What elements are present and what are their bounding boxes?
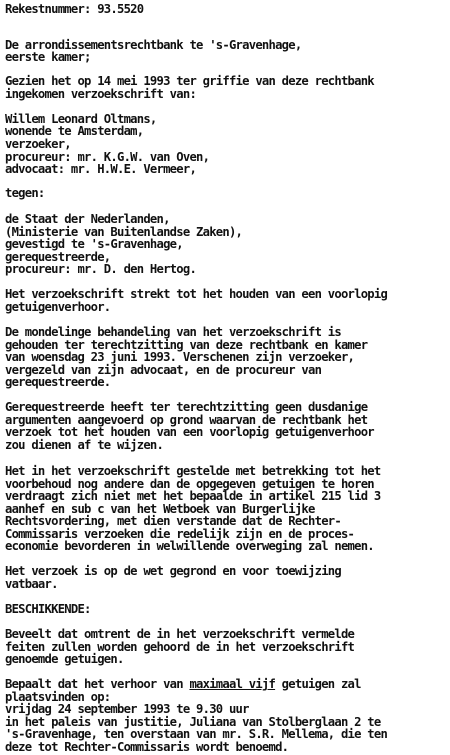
paragraph-line: Het verzoekschrift strekt tot het houden van een voorlopig xyxy=(5,287,388,302)
underlined-text: maximaal vijf xyxy=(189,677,276,692)
paragraph-line: vergezeld van zijn advocaat, en de procureur van xyxy=(5,362,322,377)
court-chamber-line: eerste kamer; xyxy=(5,50,91,65)
against-label: tegen: xyxy=(5,186,45,201)
intro-line: Gezien het op 14 mei 1993 ter griffie van deze rechtbank xyxy=(5,74,374,89)
text-segment: getuigen zal xyxy=(275,677,361,692)
paragraph-line: vrijdag 24 september 1993 te 9.30 uur xyxy=(5,702,249,717)
paragraph-line: argumenten aangevoerd op grond waarvan de rechtbank het xyxy=(5,412,368,427)
respondent-line: procureur: mr. D. den Hertog. xyxy=(5,262,197,277)
paragraph-line: in het paleis van justitie, Juliana van Stolberglaan 2 te xyxy=(5,714,381,729)
paragraph-line: verzoek tot het houden van een voorlopig getuigenverhoor xyxy=(5,425,374,440)
respondent-line: (Ministerie van Buitenlandse Zaken), xyxy=(5,224,243,239)
paragraph-line: De mondelinge behandeling van het verzoekschrift is xyxy=(5,325,341,340)
paragraph-line: verdraagt zich niet met het bepaalde in artikel 215 lid 3 xyxy=(5,489,381,504)
paragraph-line: van woensdag 23 juni 1993. Verschenen zijn verzoeker, xyxy=(5,350,355,365)
paragraph-line: deze tot Rechter-Commissaris wordt benoemd. xyxy=(5,740,289,754)
paragraph-line: Commissaris verzoeken die redelijk zijn en de proces- xyxy=(5,526,355,541)
paragraph-line: voorbehoud nog andere dan de opgegeven getuigen te horen xyxy=(5,476,374,491)
paragraph-line: economie bevorderen in welwillende overweging zal nemen. xyxy=(5,539,374,554)
case-number: Rekestnummer: 93.5520 xyxy=(5,1,144,16)
text-segment: Bepaalt dat het verhoor van xyxy=(5,677,190,692)
paragraph-line: getuigenverhoor. xyxy=(5,300,111,315)
paragraph-line: Beveelt dat omtrent de in het verzoekschrift vermelde xyxy=(5,627,355,642)
paragraph-line: zou dienen af te wijzen. xyxy=(5,438,164,452)
paragraph-line: vatbaar. xyxy=(5,576,58,591)
petitioner-line: Willem Leonard Oltmans, xyxy=(5,111,157,126)
paragraph-line: 's-Gravenhage, ten overstaan van mr. S.R. Mellema, die ten xyxy=(5,727,388,742)
decision-heading: BESCHIKKENDE: xyxy=(5,602,91,617)
intro-line: ingekomen verzoekschrift van: xyxy=(5,86,197,101)
respondent-line: gerequestreerde, xyxy=(5,249,111,264)
paragraph-line: aanhef en sub c van het Wetboek van Burgerlijke xyxy=(5,501,315,516)
paragraph-line: Rechtsvordering, met dien verstande dat de Rechter- xyxy=(5,514,341,529)
paragraph-line: feiten zullen worden gehoord de in het verzoekschrift xyxy=(5,639,355,654)
petitioner-line: wonende te Amsterdam, xyxy=(5,124,144,139)
paragraph-line: Gerequestreerde heeft ter terechtzitting geen dusdanige xyxy=(5,400,368,415)
respondent-line: gevestigd te 's-Gravenhage, xyxy=(5,237,183,252)
paragraph-line: plaatsvinden op: xyxy=(5,689,111,704)
paragraph-line: Het in het verzoekschrift gestelde met betrekking tot het xyxy=(5,464,381,479)
petitioner-line: advocaat: mr. H.W.E. Vermeer, xyxy=(5,162,197,177)
petitioner-line: verzoeker, xyxy=(5,136,71,151)
paragraph-line: Het verzoek is op de wet gegrond en voor toewijzing xyxy=(5,564,341,579)
paragraph-line: gerequestreerde. xyxy=(5,375,111,390)
paragraph-line: gehouden ter terechtzitting van deze rechtbank en kamer xyxy=(5,337,368,352)
petitioner-line: procureur: mr. K.G.W. van Oven, xyxy=(5,149,210,164)
court-name-line: De arrondissementsrechtbank te 's-Gravenhage, xyxy=(5,37,302,52)
paragraph-line: genoemde getuigen. xyxy=(5,652,124,667)
respondent-line: de Staat der Nederlanden, xyxy=(5,212,170,227)
